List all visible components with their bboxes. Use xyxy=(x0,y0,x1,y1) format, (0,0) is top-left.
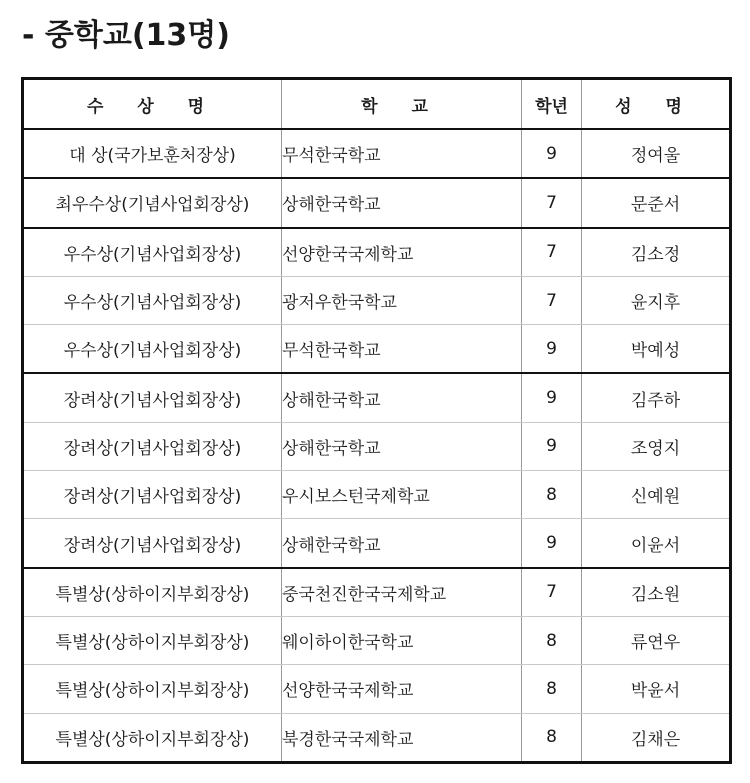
grade-cell: 8 xyxy=(522,471,582,519)
school-cell: 상해한국학교 xyxy=(282,519,522,568)
grade-cell: 8 xyxy=(522,665,582,713)
school-cell: 상해한국학교 xyxy=(282,373,522,422)
name-cell: 박윤서 xyxy=(582,665,731,713)
award-cell: 장려상(기념사업회장상) xyxy=(23,422,282,470)
name-cell: 김소원 xyxy=(582,568,731,617)
table-row xyxy=(23,276,731,324)
name-cell: 문준서 xyxy=(582,178,731,227)
awards-table xyxy=(21,77,732,764)
table-row xyxy=(23,616,731,664)
award-cell: 장려상(기념사업회장상) xyxy=(23,373,282,422)
school-cell: 상해한국학교 xyxy=(282,422,522,470)
school-cell: 무석한국학교 xyxy=(282,129,522,178)
school-cell: 중국천진한국국제학교 xyxy=(282,568,522,617)
table-row xyxy=(23,713,731,762)
grade-cell: 9 xyxy=(522,422,582,470)
name-cell: 윤지후 xyxy=(582,276,731,324)
name-cell: 이윤서 xyxy=(582,519,731,568)
header-name: 성 명 xyxy=(582,79,731,130)
page-title: - 중학교(13명) xyxy=(22,18,230,53)
award-cell: 특별상(상하이지부회장상) xyxy=(23,713,282,762)
grade-cell: 9 xyxy=(522,519,582,568)
award-cell: 장려상(기념사업회장상) xyxy=(23,471,282,519)
name-cell: 조영지 xyxy=(582,422,731,470)
award-cell: 우수상(기념사업회장상) xyxy=(23,325,282,374)
award-cell: 장려상(기념사업회장상) xyxy=(23,519,282,568)
table-row xyxy=(23,325,731,374)
table-row xyxy=(23,373,731,422)
table-row xyxy=(23,471,731,519)
grade-cell: 7 xyxy=(522,568,582,617)
table-row xyxy=(23,665,731,713)
school-cell: 북경한국국제학교 xyxy=(282,713,522,762)
award-cell: 특별상(상하이지부회장상) xyxy=(23,568,282,617)
award-cell: 우수상(기념사업회장상) xyxy=(23,276,282,324)
award-cell: 특별상(상하이지부회장상) xyxy=(23,665,282,713)
table-row xyxy=(23,178,731,227)
table-row xyxy=(23,568,731,617)
school-cell: 상해한국학교 xyxy=(282,178,522,227)
school-cell: 선양한국국제학교 xyxy=(282,228,522,277)
name-cell: 박예성 xyxy=(582,325,731,374)
award-cell: 특별상(상하이지부회장상) xyxy=(23,616,282,664)
grade-cell: 9 xyxy=(522,325,582,374)
name-cell: 류연우 xyxy=(582,616,731,664)
name-cell: 김채은 xyxy=(582,713,731,762)
table-row xyxy=(23,422,731,470)
header-grade: 학년 xyxy=(522,79,582,130)
table-row xyxy=(23,228,731,277)
school-cell: 무석한국학교 xyxy=(282,325,522,374)
name-cell: 김소정 xyxy=(582,228,731,277)
header-school: 학 교 xyxy=(282,79,522,130)
table-header-row xyxy=(23,79,731,130)
table-body xyxy=(23,129,731,762)
header-award: 수 상 명 xyxy=(23,79,282,130)
award-cell: 우수상(기념사업회장상) xyxy=(23,228,282,277)
school-cell: 우시보스턴국제학교 xyxy=(282,471,522,519)
grade-cell: 7 xyxy=(522,228,582,277)
table-row xyxy=(23,129,731,178)
grade-cell: 8 xyxy=(522,616,582,664)
school-cell: 선양한국국제학교 xyxy=(282,665,522,713)
grade-cell: 7 xyxy=(522,276,582,324)
name-cell: 정여울 xyxy=(582,129,731,178)
grade-cell: 7 xyxy=(522,178,582,227)
school-cell: 웨이하이한국학교 xyxy=(282,616,522,664)
school-cell: 광저우한국학교 xyxy=(282,276,522,324)
grade-cell: 9 xyxy=(522,373,582,422)
grade-cell: 9 xyxy=(522,129,582,178)
award-cell: 최우수상(기념사업회장상) xyxy=(23,178,282,227)
name-cell: 김주하 xyxy=(582,373,731,422)
table-row xyxy=(23,519,731,568)
name-cell: 신예원 xyxy=(582,471,731,519)
award-cell: 대 상(국가보훈처장상) xyxy=(23,129,282,178)
grade-cell: 8 xyxy=(522,713,582,762)
